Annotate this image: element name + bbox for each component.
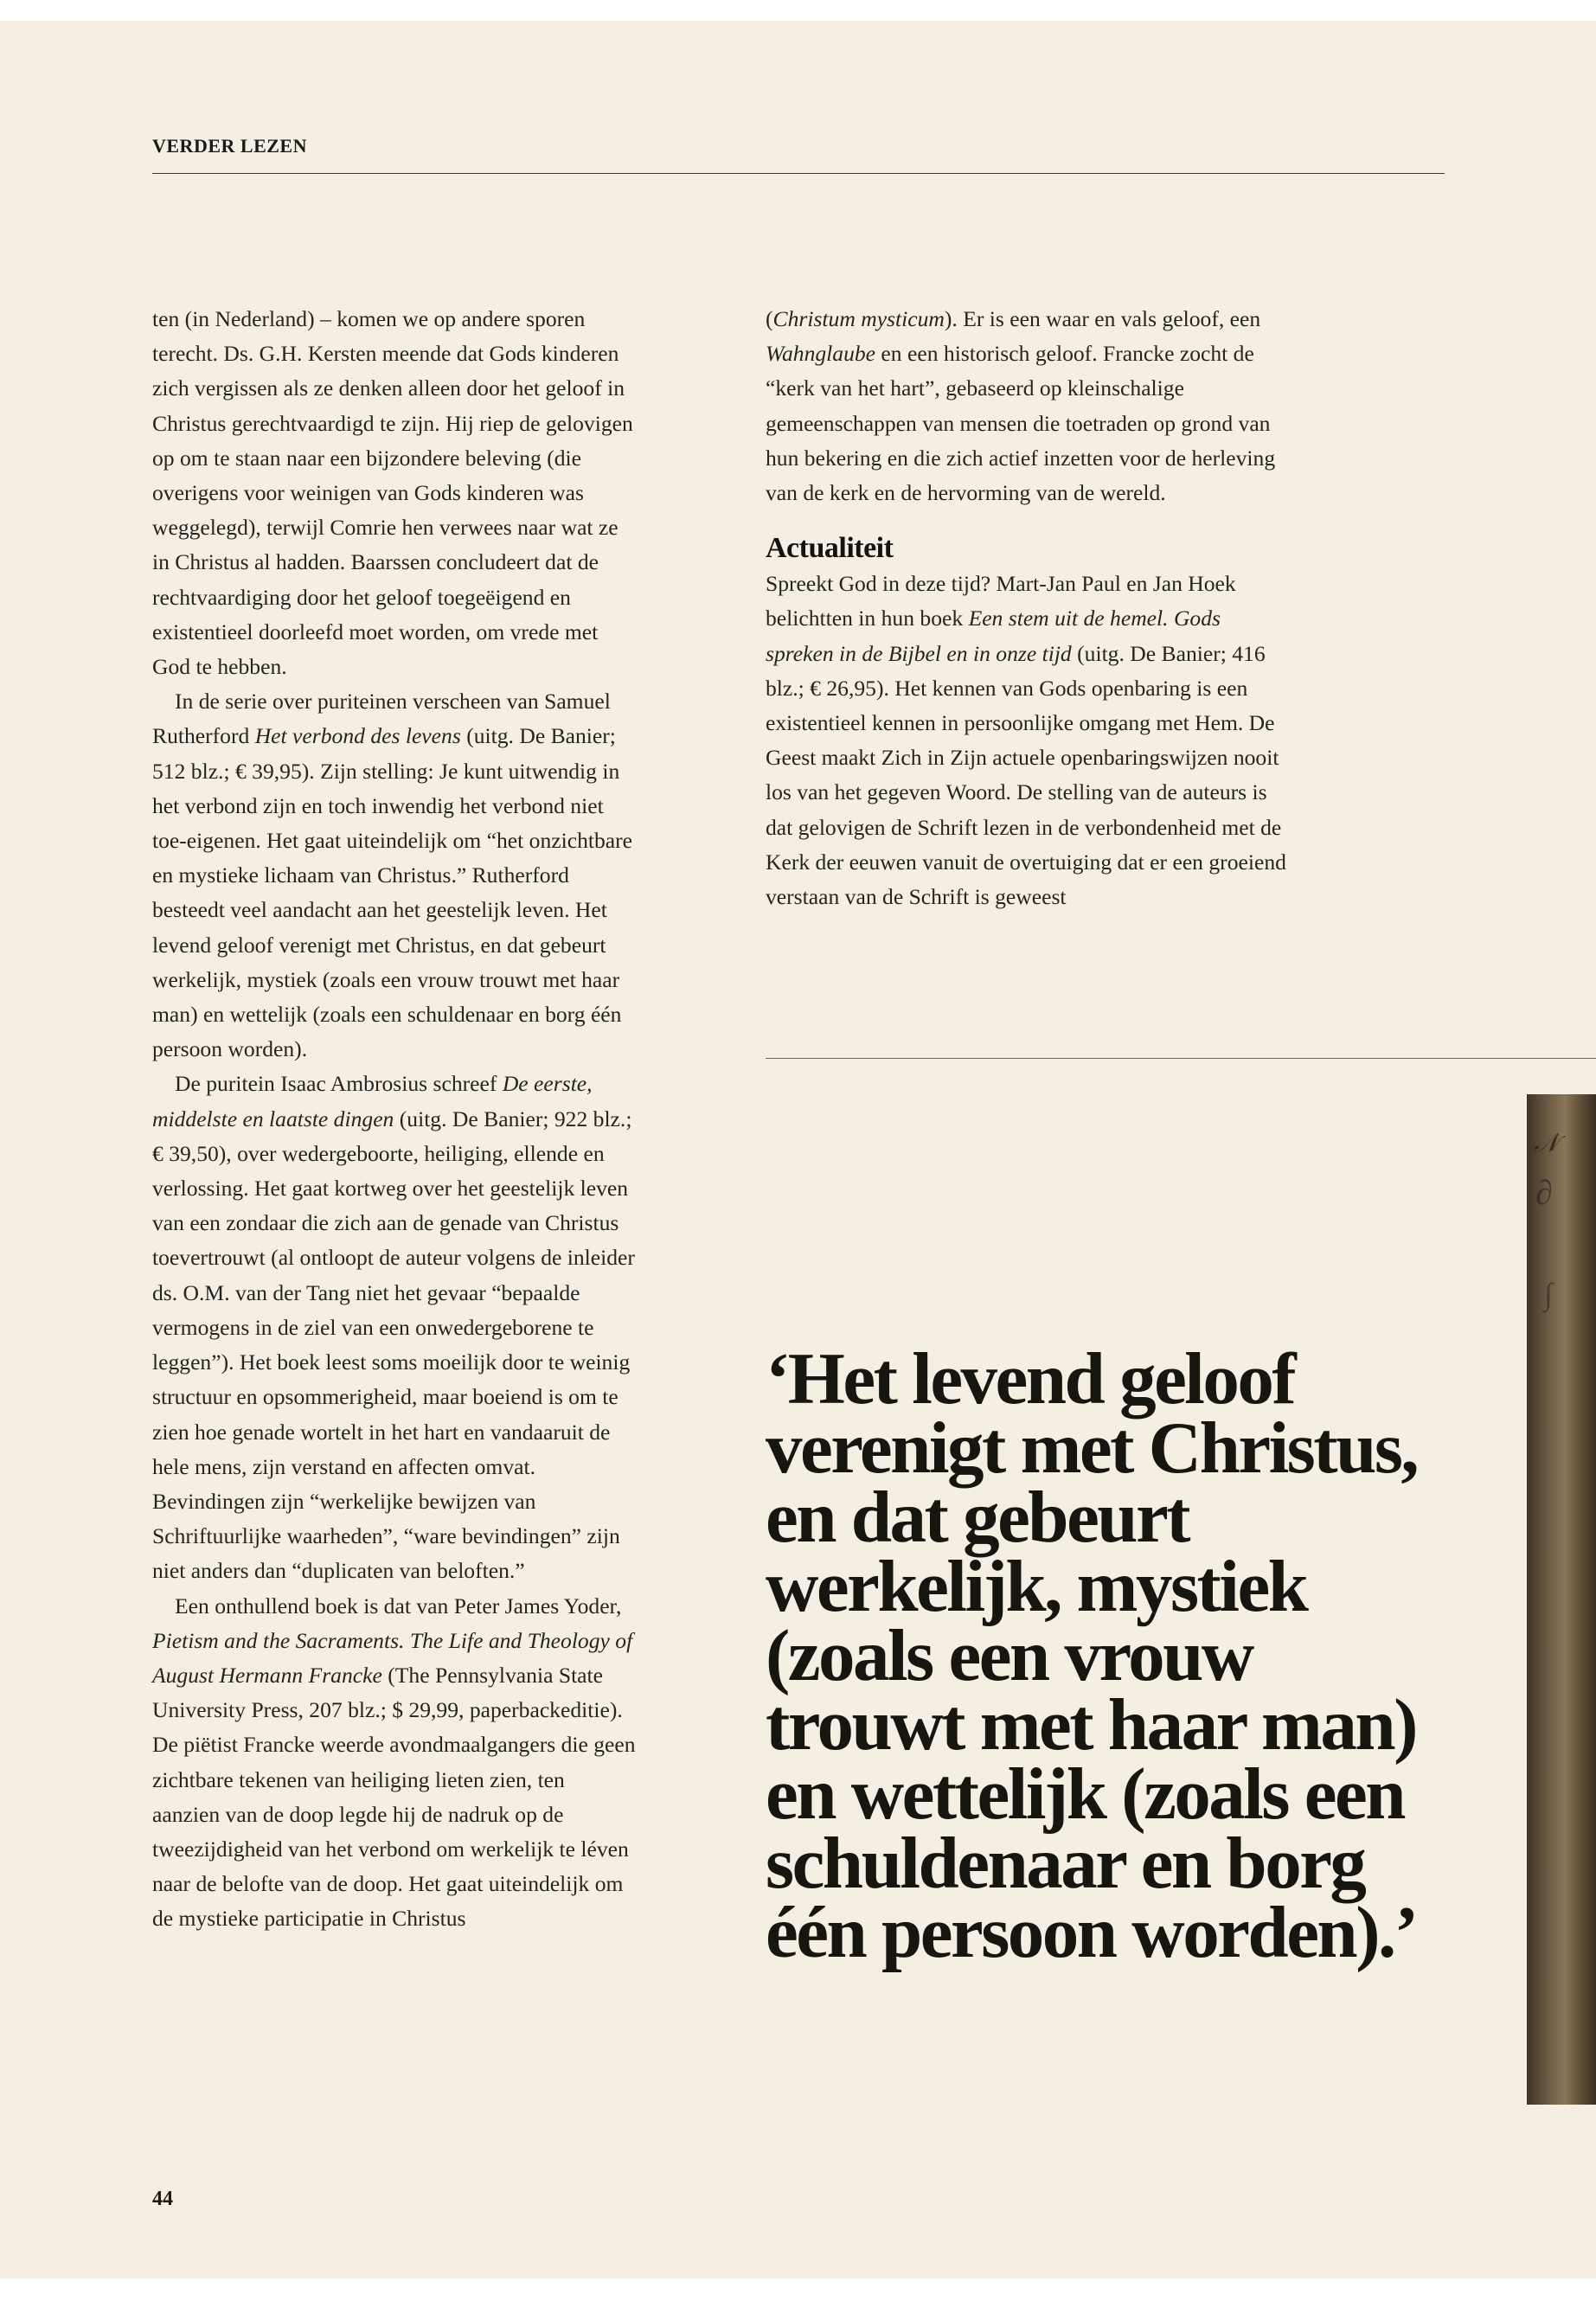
latin-term: Christum mysticum [772, 306, 945, 331]
german-term: Wahnglaube [766, 341, 876, 367]
paragraph: (Christum mysticum). Er is een waar en vals geloof, een Wahnglaube en een historisch geloof. Francke zocht de “kerk van het hart”, gebaseerd op kleinschalige gemeenschappen van mensen die toetraden op grond van hun bekering en die zich actief inzetten voor de herleving van de kerk en de hervorming van de wereld. [766, 306, 1276, 506]
book-title: Pietism and the Sacraments. The Life and Theology of August Hermann Francke [152, 1627, 633, 1688]
book-title: Een stem uit de hemel. Gods spreken in de Bijbel en in onze tijd [766, 606, 1221, 666]
divider-rule [766, 1058, 1596, 1059]
paragraph: Een onthullend boek is dat van Peter James Yoder, Pietism and the Sacraments. The Life and Theology of August Hermann Francke (The Pennsylvania State University Press, 207 blz.; $ 29,99, paperbackeditie). De piëtist Francke weerde avondmaalgangers die geen zichtbare tekenen van heiliging lieten zien, ten aanzien van de doop legde hij de nadruk op de tweezijdigheid van het verbond om werkelijk te léven naar de belofte van de doop. Het gaat uiteindelijk om de mystieke participatie in Christus [152, 1593, 636, 1932]
flourish-icon: ∂ [1535, 1173, 1553, 1212]
portrait-image [1527, 1094, 1596, 2105]
subheading: Actualiteit [766, 532, 894, 565]
manuscript-script-icon: 𝒩 [1534, 1129, 1559, 1157]
right-column [766, 302, 1293, 914]
flourish-icon: ∫ [1544, 1277, 1553, 1311]
book-title: De eerste, middelste en laatste dingen [152, 1071, 593, 1131]
paragraph: ten (in Nederland) – komen we op andere sporen terecht. Ds. G.H. Kersten meende dat Gods kinderen zich vergissen als ze denken alleen door het geloof in Christus gerechtvaardigd te zijn. Hij riep de gelovigen op om te staan naar een bijzondere beleving (die overigens voor weinigen van Gods kinderen was weggelegd), terwijl Comrie hen verwees naar wat ze in Christus al hadden. Baarssen concludeert dat de rechtvaardiging door het geloof toegeëigend en existentieel doorleefd moet worden, om vrede met God te hebben. [152, 306, 633, 680]
left-column [152, 302, 637, 1937]
pull-quote: ‘Het levend geloof verenigt met Christus, en dat gebeurt werkelijk, mystiek (zoals een vrouw trouwt met haar man) en wettelijk (zoals een schuldenaar en borg één persoon worden).’ [766, 1338, 1418, 1973]
page-number: 44 [152, 2188, 173, 2210]
book-title: Het verbond des levens [254, 723, 461, 749]
paragraph: De puritein Isaac Ambrosius schreef De eerste, middelste en laatste dingen (uitg. De Banier; 922 blz.; € 39,50), over wedergeboorte, heiliging, ellende en verlossing. Het gaat kortweg over het geestelijk leven van een zondaar die zich aan de genade van Christus toevertrouwt (al ontloopt de auteur volgens de inleider ds. O.M. van der Tang niet het gevaar “bepaalde vermogens in de ziel van een onwedergeborene te leggen”). Het boek leest soms moeilijk door te weinig structuur en opsommerigheid, maar boeiend is om te zien hoe genade wortelt in het hart en vandaaruit de hele mens, zijn verstand en affecten omvat. Bevindingen zijn “werkelijke bewijzen van Schriftuurlijke waarheden”, “ware bevindingen” zijn niet anders dan “duplicaten van beloften.” [152, 1071, 635, 1584]
paragraph: Spreekt God in deze tijd? Mart-Jan Paul en Jan Hoek belichtten in hun boek Een stem uit de hemel. Gods spreken in de Bijbel en in onze tijd (uitg. De Banier; 416 blz.; € 26,95). Het kennen van Gods openbaring is een existentieel kennen in persoonlijke omgang met Hem. De Geest maakt Zich in Zijn actuele openbaringswijzen nooit los van het gegeven Woord. De stelling van de auteurs is dat gelovigen de Schrift lezen in de verbondenheid met de Kerk der eeuwen vanuit de overtuiging dat er een groeiend verstaan van de Schrift is geweest [766, 571, 1286, 910]
magazine-page [0, 21, 1596, 2279]
paragraph: In de serie over puriteinen verscheen van Samuel Rutherford Het verbond des levens (uitg. De Banier; 512 blz.; € 39,95). Zijn stelling: Je kunt uitwendig in het verbond zijn en toch inwendig het verbond niet toe-eigenen. Het gaat uiteindelijk om “het onzichtbare en mystieke lichaam van Christus.” Rutherford besteedt veel aandacht aan het geestelijk leven. Het levend geloof verenigt met Christus, en dat gebeurt werkelijk, mystiek (zoals een vrouw trouwt met haar man) en wettelijk (zoals een schuldenaar en borg één persoon worden). [152, 689, 633, 1062]
header-rule [152, 173, 1445, 174]
section-label: VERDER LEZEN [152, 135, 307, 157]
